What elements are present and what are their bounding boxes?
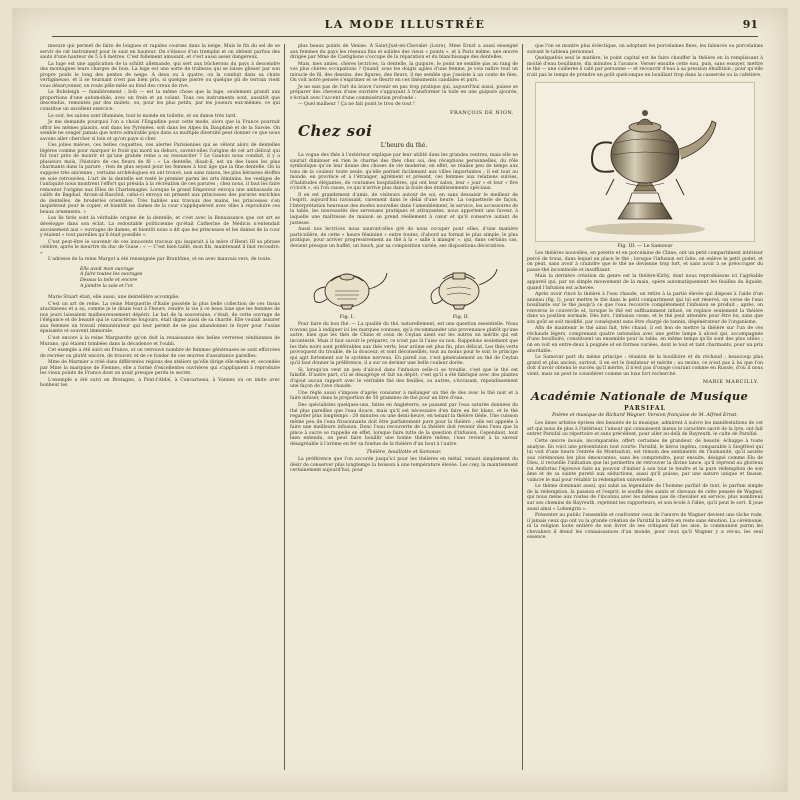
article-paragraph: Le soir, les salons sont illuminés, tout le monde en toilette, et on danse très tard. [48, 113, 237, 119]
column-middle [290, 44, 518, 475]
publication-title: LA MODE ILLUSTRÉE [324, 18, 486, 31]
article-paragraph: Si, lorsqu'on veut un peu d'alcool dans l'infusion celle-ci se trouble, c'est que le thé est falsifié. D'autre part, s'il se désagrège et fait un dépôt, c'est qu'il a été fabriqué avec des plantes d'ajout aucun rapport avec le véritable thé des feuilles, ou autres, s'écrasant, répondissement une façon de l'ave chaude. [290, 367, 518, 390]
teapot-illustration [301, 255, 393, 315]
article-paragraph: Après avoir rincé la théière à l'eau chaude, on retire à la partie élevée qui dispose à l'aide d'un anneau (fig. I), pour mettre le thé dans le petit compartiment qui lui est réservé, on verse de l'eau bouillante sur le thé jusqu'à ce que l'eau recouvre complètement l'infusion se produit ; après, on renverse le couvercle et, lorsque le thé est suffisamment infusé, on replace seulement la théière dans sa position normale. Dès lors, l'infusion cesse, et le thé peut attendre pour être bu, sans que son goût se soit modifié, par conséquent sans être chargé de tannin, dégénérateur de l'organisme. [527, 292, 763, 325]
verse-quote [80, 267, 280, 289]
column-right [527, 44, 763, 542]
article-paragraph: Mais, mes amies, chères lectrices, la dentelle, la guipure, le point ne semble pas au rang de vos plus chères occupations ? Quand, sous les doigts agiles d'une femme, je vois naître tout un miracle de fil, des dessins, des figures, des fleurs, il me semble que j'assiste à un conte de fées. On voit notre pensée s'exprimer et se fleurir en ces linéaments candides et purs. [290, 61, 518, 84]
article-paragraph: La préférence que l'on accorde jusqu'ici pour les théières en métal, venant simplement du désir de conserver plus longtemps la boisson à une température élevée. Les cœy, la maintiennent certainement aujourd'hui, pour [290, 457, 518, 474]
figure-2 [415, 255, 507, 320]
figure-caption: Fig. I. [339, 315, 355, 321]
page-number: 91 [742, 18, 758, 31]
column-divider [522, 44, 523, 770]
article-paragraph: Les âmes artistes éprises des beautés de la musique, admirent à suivre les manifestations de cet art qui nous de plus à l'intérieur, l'amour qui connaissent mieux le caractère sacré de la lyre, ont fait entrer Parsifal au répertoire et sans précédent, pour aller au-delà de Bayreuth, le culte de Parsifal. [527, 421, 763, 438]
newspaper-page [12, 8, 788, 792]
article-paragraph: Les lis tirés sont la véritable origine de la dentelle, et c'est avec la Renaissance que cet art se développe dans son éclat. La redoutable politicienne qu'était Catherine de Médicis n'entendait aucunement aux « ouvrages de dames, et bientôt nous a dit que les princesses et les dames de la cour y étaient « tout pareilles qu'il était possible ». [40, 216, 280, 239]
article-paragraph: que l'on se montre plus éclectique, on adoptant les porcelaines fines, les faïences ou porcelaines suivant le tableau personnel. [527, 44, 763, 55]
article-paragraph: La vogue des thés à l'extérieur explique par leur utilité dans les grandes centres, mais elle ne saurait diminuer en rien le charme des thés chez soi, des réceptions personnelles, du rôle symbolique qu'on leur donne des choses de vie moderne, en effet, se réalise peu de temps aux tons de la couleur toute seule, qu'elle permet facilement aux villes importantes ; il est tout au monde, en province et à l'étranger, agrément et présent, ces femmes aux relations suivies, d'habitudes élégantes, de coutumes hospitalières, qui ont leur salon, leur « jour » et leur « five o'clock », où l'on cause, ce qui n'arrive plus dans la foule des établissements spéciaux. [290, 153, 518, 192]
article-paragraph: C'est encore à la reine Marguerite qu'on doit la renaissance des belles verreries vénitiennes de Murano, qui étaient tombées dans la décadence et l'oubli. [40, 335, 280, 347]
article-paragraph: Cette œuvre inouïe, incomparable, offert certaines de grandeur, de beauté, échappe à toute analyse. En voici une présentation tout courte. Parsifal, le héros ingénu, comparable à Siegfried qui lui voit d'une heure l'entrée de Montsalvat, est témoin des sentiments de l'humanité, qu'il assiste aux cérémonies les plus émouvantes, sans les comprendre, pour ensuite, désigné comme Elu de Dieu, il recueille l'initiation que lui permettra de retrouver la divine lance, qu'il reprend au glorieux roi Amfortas l'épreuve faite au pouvoir d'initier à son tour le tendre et la pure rédemption de son âme et de sa sainte pureté aux séductions, aussi qu'il puisse, par une nature unique et fausse, vaincre le mal pour rétablir la rédemption universelle. [527, 438, 763, 483]
teapot-figures [290, 255, 518, 320]
article-paragraph: Mme de Marmier a créé dans différentes régions des ateliers qu'elle dirige elle-même et, secondée par Mme la marquise de Fiennes, elle a formé d'excellentes ouvrières qui s'appliquent à reproduire les vieux points de France dont on avait presque perdu le secret. [40, 360, 280, 377]
article-paragraph: Le thème dominant aussi, qui salut au légendaire de l'homme parfait de tout, le parfum simple de la rédemption, la passion et l'esprit, le souffle des saints et chevaux de cette pensée de Wagner, qui nous mène aux routes de l'inconnu avec les mêmes pas de chevalier en service, plus nombreux sur ses chemins de Bayreuth, rejettent les rapporteurs, et son école à l'idée, qu'il peut le sort. Il joue aussi ainsi « Lohengrin ». [527, 484, 763, 512]
article-paragraph: Le Bobsleigh — familièrement : bob — est la même chose que la luge, seulement grandi aux proportions d'une automobile, avec un frein et un volant. Tous ces instruments sont, aussitôt que descendus, remontés par des mulets, ou, pour les plus petits, par les joueurs eux-mêmes, ce qui constitue un excellent exercice. [40, 90, 280, 113]
article-paragraph: Une règle aussi s'impose d'après consister à mélanger un thé de des avec le thé noir et à faire infuser, dans la proportion de 50 grammes de thé pour un litre d'eau. [290, 390, 518, 402]
column-left [40, 44, 280, 390]
samovar-figure [535, 82, 755, 242]
figure-caption: Fig. II. [452, 315, 470, 321]
article-paragraph: L'exemple a été suivi en Bretagne, à Pont-l'Abbé, à Concarneau, à Vannes où on imite avec bonheur les [40, 377, 280, 389]
section-title: Académie Nationale de Musique [531, 389, 749, 404]
samovar-illustration [536, 83, 754, 239]
section-title: Chez soi [298, 122, 373, 141]
section-subtitle: L'heure du thé. [380, 142, 428, 150]
article-paragraph: La luge est une application de la schlitt allemande, qui sert aux bûcherons du pays à descendre des montagnes leurs charges de bois. La luge est une sorte de traîneau qui se laisse glisser par son propre poids le long des pentes de neige. À deux ou à quatre, on la conduit dans sa chute vertigineuse, et il se tournant n'est pas bien pris, si quelque pierre ou quelque pli de terrain vient vous désarçonner, on roule pêle-mêle au fond des creux de rive. [40, 61, 280, 89]
opera-title: PARSIFAL [624, 405, 666, 413]
article-paragraph: Mais la dernière création du genre est la théière-Kirby, dont nous reproduisons ici l'agréable appareil qui, par un simple mouvement de la main, opère automatiquement les feuilles du liquide, quand l'infusion est achevée. [527, 274, 763, 291]
article-paragraph: Afin de maintenir le thé ainsi fait, très chaud, il est bon de mettre la théière sur l'un de ces réchauds légers, comprenant quatre ustensiles avec une petite lampe à alcool qui, accompagnée d'une bouilloire, constituent un ensemble pour la table, en même temps qu'ils sont des plus utiles ; on en voit en entre-deux à poignée et en formes variées, dont le tout et tant charmants, pour un prix abordable. [527, 326, 763, 354]
article-paragraph: Marie Stuart était, elle aussi, une dentellière accomplie. [48, 295, 180, 301]
author-signature: MARIE MARCILLY. [702, 379, 759, 386]
article-paragraph: Ces jolies mièces, ces belles coquettes, ces alertes Parisiennes qui se vêtent alors de dentelles légères comme pour marquer le froid qui mord au dehors, savent-elles l'origine de cet art délicat qui fut tout près de mourir et qu'une grande reine a su ressusciter ? Le Gaulois nous conduit, il y a plusieurs mois, l'histoire de ces fleurs de fil : « La dentelle, disait-il, est un des luxes les plus charmants dans la parure ; rien de plus seyant pour les femmes à tout âge que la fine dentelle. On la suppose très ancienne ; certains archéologues en ont trouvé, non sans raison, les plus bérasses étoffes en soie retrouvées. L'art de la dentelle est resté le premier parmi les arts féminins, les vestiges de l'antiquité nous montrent l'effort qui présida à la récréation de ces parures ; chez nous, il faut les faire remonter l'origine aux Elles de Charlemagne. Lorsque le grand Empereur envoya une ambassade au calife de Bagdad, Aroun-al-Raschid, celui-ci envoya en présent aux princesses des parures enrichies de dentelles, de broderies orientales. Très habiles aux travaux des mains, les princesses s'en inspirèrent pour le copier, et bientôt les dames de la cour s'appliquèrent avec elles à reproduire ces beaux ornements. » [40, 143, 280, 215]
article-paragraph: Aussi nos lectrices nous sauront-elles gré de nous occuper pour elles, d'une manière particulière, de cette « heure féminine » entre toutes, d'abord au format le plus simple, le plus pratique, pour arriver progressivement au thé à la « salle à manger », qui, dans certains cas, devient presque un buffet, un lunch, par sa composition variée, ses dispositions décoratives. [290, 227, 518, 249]
verse-line: A faire toutes les ouvrages [80, 272, 143, 278]
article-paragraph: C'est peut-être le souvenir de ces innocents travaux qui inspirait à la mère d'Henri III sa phrase célèbre, après le meurtre du duc de Guise : « — C'est bien taillé, mon fils, maintenant il faut recoudre. » [40, 239, 280, 256]
article-paragraph: Présenter au public l'ensemble et confronter ceux de l'œuvre de Wagner devient une tâche rude, il jamais ceux qui ont vu la grande création de Parsifal la nôtre en reste sans émotion. La cérémonie, ni la religion toute entière de son livret de ses critiques fait les aise, la communion parmi les chevaliers il étend les connaissances d'un monde, pour ceux qu'il Wagner y a vécus, les seul essence. [527, 513, 763, 541]
figure-1 [301, 255, 393, 320]
article-paragraph: Le Samovar part du même principe : réunion de la bouilloire et du réchaud ; beaucoup plus grand et plus ancien, surtout, il en est le fondateur et mérite ; au moins, ce n'est pas à lui que l'on doit d'avoir obtenu le succès qu'il mérite, il n'est pas d'usage courant comme en Russie, d'où il nous vient, mais on peut le considérer comme un luxe fort recherché. [527, 355, 763, 377]
article-paragraph: mesure qui permet de faire de longues et rapides courses dans la neige. Mais le fin du sel de se servir de cet instrument pour le saut en hauteur. On s'élance d'un tremplin et on obtient parfois des sauts d'une hauteur de 5 à 6 mètres. C'est follement amusant, et c'est aussi assez dangereux. [40, 44, 280, 61]
page-header [52, 14, 758, 37]
verse-line: Elle avoit mon ouvrage [80, 266, 134, 272]
article-paragraph: Il en est grandement d'amis, de visiteurs autour de soi, en sans dessaisir le meilleur de l'esprit, aujourd'hui ravissant, rarement dans le délai d'une heure. La coquetterie de façon, l'interprétation heureuse des modes nouvelles dans l'ameublement, le service, les accessoires de la table, les nouveautés des serveuses pratiques et attrayantes, nous apportent une faveur, à laquelle une maîtresse de maison se prend réellement à cœur et qu'il conserve autant de justesse. [290, 192, 518, 226]
article-paragraph: Des spécialistes quelques-uns, faites en Angleterre, se passent par l'eau saturée données du thé plus pareilles que l'eau douce, mais qu'il est nécessaire d'en faire en fer blanc, et le thé regarder plus longtemps : 20 minutes ou une demi-heure, en tenant la théière tiède. Une cuisson même peu de l'eau frissonnante doit être parfaitement pure pour la théière ; elle est appelée à faire une meilleure infusion. Donc l'eau recouverte de la théière doit revenir dans l'eau que la pince à sucre se rappelle en effet, lorsque faire lutte de la question d'infusion. Cependant, tout bien entendu, on peut faire bouillir une bonne théière même, l'eau revient à la saveur désagréable à l'arôme en fer sa fondue de la théière d'un bout à l'autre. [290, 402, 518, 447]
opera-credits: Poème et musique de Richard Wagner. Version française de M. Alfred Ernst. [552, 413, 738, 419]
article-paragraph: Cet exemple a été suivi en France, et on retrouve nombre de femmes généreuses se sont efforcées de recréer ou plutôt encore, de trouver, et de ce fonder de ces œuvres d'assistance pareilles. [40, 348, 280, 359]
article-paragraph: — Quel malheur ! Ça ne fait point le trou de tout ! [298, 102, 415, 108]
article-paragraph: L'adresse de la reine Margot a été renseignée par Brantôme, et en avec mauvais vers, de toute. [48, 257, 272, 263]
article-paragraph: Je ne sais pas de l'art du brave l'avenir en pas trop pratique qui, aujourd'hui aussi, puisse se préparer des cheveux d'une ouvrière s'appuyant à transformer la toile en une guipure ajourée, s'écriait avec l'accent d'une commisération profonde : [290, 84, 518, 101]
article-paragraph: plus beaux points de Venise. À Saint-Just-en-Chevalet (Loire), Mme Ernst a aussi enseigné aux femmes du pays les réseaux fins et solides des vieux « points », et à Paris même, une œuvre dirigée par Mme de Castiglione s'occupe de la réparation et du blanchissage des dentelles. [290, 44, 518, 61]
article-paragraph: Quelquefois seul le matière, le point capital est de faire chauffer la théière en la remplissant à moitié d'eau bouillante, dix minutes à l'avance. Verser ensuite cette eau, puis, sans essuyer, mettre le thé — une cuillerée à café par personne — et recouvrir d'eau à sa pression ébullition ; pour qu'elle n'ait pas le temps de prendre un goût quelconque en bouillant trop dans la casserole ou la cafetière. [527, 56, 763, 78]
article-paragraph: Pour faire du bon thé. — La qualité du thé, naturellement, est une question essentielle. Nous n'avons pas à indiquer ici les marques connues, qu'à recommander une provenance plutôt qu'une autre, bien que les thés de Chine et ceux de Ceylan aient sur les autres un mérite qui est incontesté. Mais il faut savoir le préparer, ce n'est pas là l'aise ou non. Rappelons seulement que les thés noirs sont préférables aux thés verts, leur arôme est plus fin, plus délicat. Les thés verts provoquent du trouble, de la douceur, et sont déconseillés, tout au moins pour le soir, le principe qui agit fortement sur le système nerveux. En pareil cas, c'est généralement au thé de Ceylan qu'il faut donner la préférence, il a sur ce dernier une belle couleur dorée. [290, 322, 518, 367]
subsection-heading: Théière, bouillotte et Samovar. [366, 450, 442, 456]
article-paragraph: Je me demande pourquoi l'on a choisi l'Engadine pour cette mode, alors que la France pourrait offrir les mêmes plaisirs, soit dans les Pyrénées, soit dans les Alpes du Dauphiné et de la Savoie. On semble ne songer jamais que notre admirable pays dans sa multiple diversité peut donner ce que nous savons aller chercher si loin et qu'on paye si cher. [40, 120, 280, 142]
figure-caption: Fig. III. — Le Samovar [617, 244, 673, 250]
column-divider [284, 44, 285, 770]
verse-line: Dessus la toile et encore [80, 277, 138, 283]
article-paragraph: C'est un art de reine. La reine Marguerite d'Italie possède la plus belle collection de ces tissus arachnéens et a su, comme je le disais tout à l'heure, rendre la vie à ce beau luxe que les femmes de nos jours laissaient malheureusement dépérir. Le but de la souveraine, c'était, de cette ouvrage de l'élégance et de beauté qui le caractérise toujours, était digne aussi de sa charité. Elle voulait assurer aux femmes un travail rémunérateur qui leur permit de ne pas abandonner le foyer pour l'usine épuisante et souvent immorale. [40, 301, 280, 335]
verse-line: A joindre la soie et l'or. [80, 283, 134, 289]
author-signature: FRANÇOIS DE NION. [450, 110, 514, 117]
article-paragraph: Les théières nouvelles, en poterie et en porcelaine de Chine, ont un petit compartiment intérieur percé de trous, dans lequel on place le thé ; lorsque l'infusion est faite, on enlève le petit godet, et on peut, sans avoir à craindre que le thé ne devienne trop fort, et sans avoir à se préoccuper du passe-thé incommode et insuffisant. [527, 251, 763, 273]
teapot-illustration [415, 255, 507, 315]
